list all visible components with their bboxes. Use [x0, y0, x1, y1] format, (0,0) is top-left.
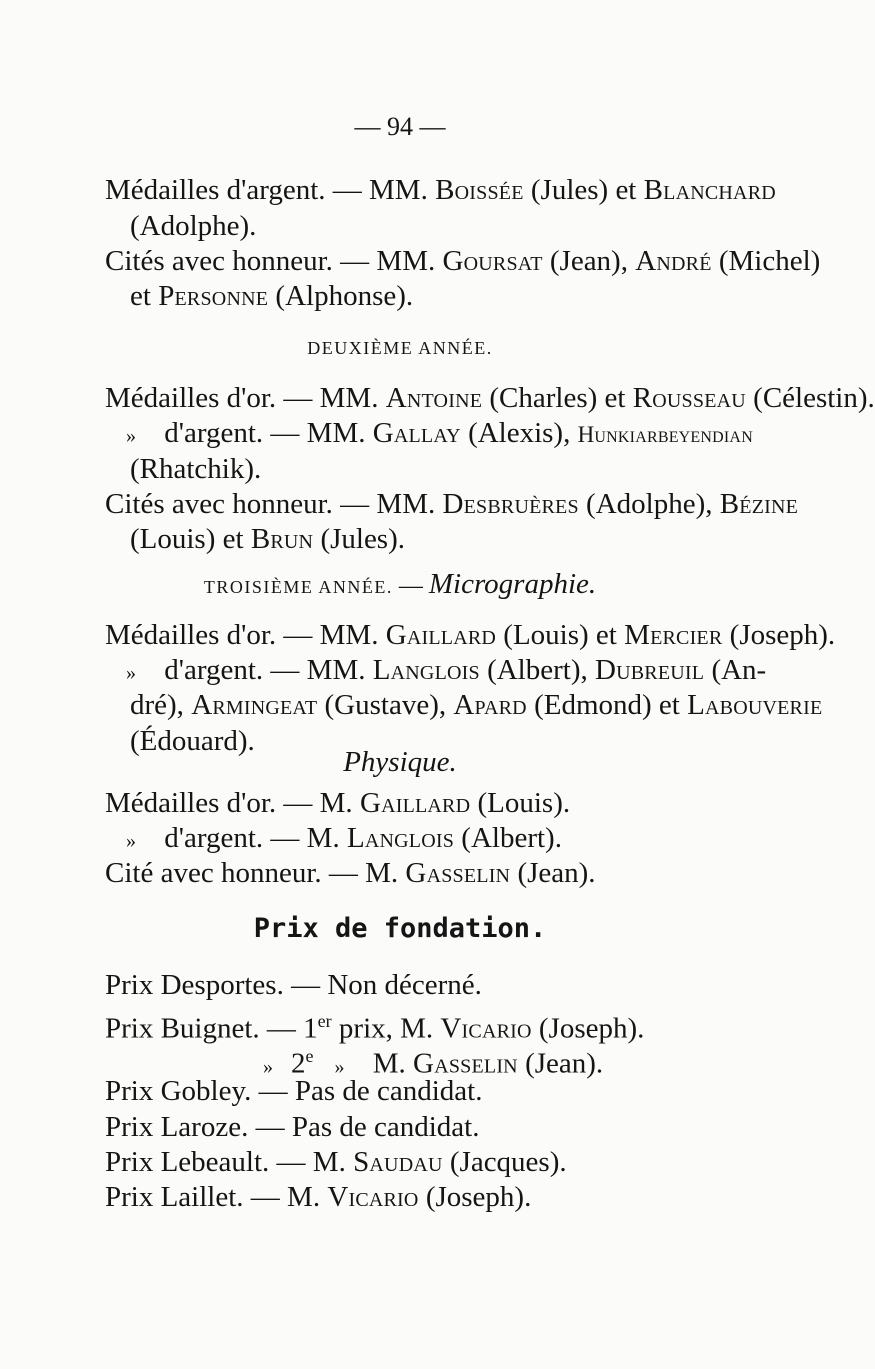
- page-number: — 94 —: [354, 112, 446, 141]
- surname: Desbruères: [442, 488, 579, 520]
- section-heading-deuxieme: DEUXIÈME ANNÉE.: [307, 338, 493, 358]
- text: (Célestin).: [745, 382, 875, 414]
- surname: André: [635, 245, 712, 277]
- text: prix, M.: [331, 1012, 441, 1045]
- surname: Gaillard: [359, 787, 471, 819]
- text: Cité avec honneur. — M.: [105, 857, 406, 889]
- text: (Jacques).: [442, 1146, 567, 1178]
- text: Prix Laillet. — M.: [105, 1181, 328, 1213]
- text: Médailles d'or. — MM.: [105, 619, 386, 651]
- surname: Gasselin: [405, 857, 511, 889]
- text-line: [130, 687, 823, 723]
- text: Médailles d'or. — MM.: [105, 382, 386, 414]
- text: (Edmond) et: [526, 689, 688, 721]
- ditto-mark: »: [126, 830, 136, 852]
- text: M.: [365, 1047, 414, 1080]
- text: (Michel): [711, 245, 821, 277]
- text: dré),: [130, 689, 192, 721]
- surname: Personne: [158, 280, 269, 312]
- surname: Antoine: [385, 382, 483, 414]
- text-line: [130, 278, 790, 314]
- text-line: [105, 415, 765, 454]
- section-heading-troisieme: [0, 568, 800, 601]
- text-line: [105, 1073, 765, 1109]
- text: Prix Lebeault. — M.: [105, 1146, 354, 1178]
- text: (Alphonse).: [268, 280, 414, 312]
- text: et: [130, 280, 159, 312]
- text: d'argent. — MM.: [157, 654, 373, 686]
- text: d'argent. — MM.: [157, 417, 373, 449]
- text: Prix Desportes. — Non décerné.: [105, 969, 482, 1001]
- text: (Joseph).: [418, 1181, 532, 1213]
- text-line: [105, 855, 765, 891]
- text: (Jean).: [510, 857, 596, 889]
- text: (Gustave),: [317, 689, 454, 721]
- heading-dash: —: [392, 573, 429, 599]
- text-line: [105, 820, 765, 859]
- surname: Boissée: [435, 174, 524, 206]
- ditto-mark: »: [334, 1055, 345, 1078]
- surname: Apard: [453, 689, 527, 721]
- text: (Rhatchik).: [130, 453, 262, 485]
- text-line: [105, 243, 821, 279]
- text: Cités avec honneur. — MM.: [105, 245, 443, 277]
- ditto-mark: »: [263, 1055, 273, 1078]
- text: (Charles) et: [482, 382, 633, 414]
- surname: Goursat: [442, 245, 543, 277]
- text: (Louis).: [470, 787, 571, 819]
- text: Médailles d'argent. — MM.: [105, 174, 436, 206]
- text: (Louis) et: [496, 619, 625, 651]
- text-line: [105, 1109, 765, 1145]
- text: (An-: [704, 654, 767, 686]
- surname: Dubreuil: [594, 654, 705, 686]
- text: d'argent. — M.: [157, 822, 347, 854]
- text-line: [105, 617, 836, 653]
- ditto-mark: »: [126, 662, 136, 684]
- text-line: [105, 785, 765, 821]
- surname: Saudau: [353, 1146, 443, 1178]
- ditto-mark: »: [126, 425, 136, 447]
- subsection-title: Micrographie.: [428, 568, 597, 600]
- text-line: [105, 380, 875, 416]
- text: (Louis) et: [130, 523, 251, 555]
- surname: Bézine: [719, 488, 799, 520]
- text: (Joseph).: [722, 619, 836, 651]
- surname: Blanchard: [643, 174, 776, 206]
- text-line: [105, 652, 765, 691]
- surname: Rousseau: [632, 382, 746, 414]
- surname: Brun: [250, 523, 314, 555]
- text-line: [130, 451, 790, 487]
- surname: Langlois: [372, 654, 480, 686]
- text: (Édouard).: [130, 725, 255, 757]
- text-line: [105, 486, 799, 522]
- text: Médailles d'or. — M.: [105, 787, 360, 819]
- text: Prix Laroze. — Pas de candidat.: [105, 1111, 480, 1143]
- text-line: [105, 967, 765, 1003]
- section-heading-prix: Prix de fondation.: [253, 913, 547, 944]
- surname: Gasselin: [413, 1047, 518, 1080]
- text-line: [105, 1144, 765, 1180]
- text: (Jean),: [542, 245, 636, 277]
- superscript: e: [305, 1046, 314, 1066]
- text-line: [130, 208, 790, 244]
- text: (Adolphe).: [130, 210, 257, 242]
- surname: Hunkiarbeyendian: [577, 422, 753, 447]
- text: (Joseph).: [531, 1012, 645, 1045]
- superscript: er: [317, 1011, 332, 1031]
- text: Prix Buignet. — 1: [105, 1012, 318, 1045]
- surname: Langlois: [346, 822, 455, 854]
- surname: Gaillard: [385, 619, 497, 651]
- text-line: [105, 1179, 765, 1215]
- surname: Vicario: [440, 1012, 532, 1045]
- text-line: [130, 521, 790, 557]
- text: (Jules) et: [523, 174, 644, 206]
- surname: Labouverie: [687, 689, 823, 721]
- text: (Albert),: [479, 654, 595, 686]
- surname: Armingeat: [191, 689, 318, 721]
- text: 2: [291, 1047, 306, 1080]
- subsection-title-physique: Physique.: [343, 746, 457, 778]
- text: (Alexis),: [460, 417, 578, 449]
- text: (Jules).: [313, 523, 406, 555]
- text: (Albert).: [454, 822, 562, 854]
- text: Prix Gobley. — Pas de candidat.: [105, 1075, 483, 1107]
- surname: Mercier: [624, 619, 723, 651]
- text-line: [105, 172, 776, 208]
- surname: Gallay: [372, 417, 461, 449]
- text: (Jean).: [517, 1047, 604, 1080]
- text: (Adolphe),: [578, 488, 720, 520]
- surname: Vicario: [327, 1181, 419, 1213]
- text: Cités avec honneur. — MM.: [105, 488, 443, 520]
- heading-text: TROISIÈME ANNÉE.: [203, 577, 393, 597]
